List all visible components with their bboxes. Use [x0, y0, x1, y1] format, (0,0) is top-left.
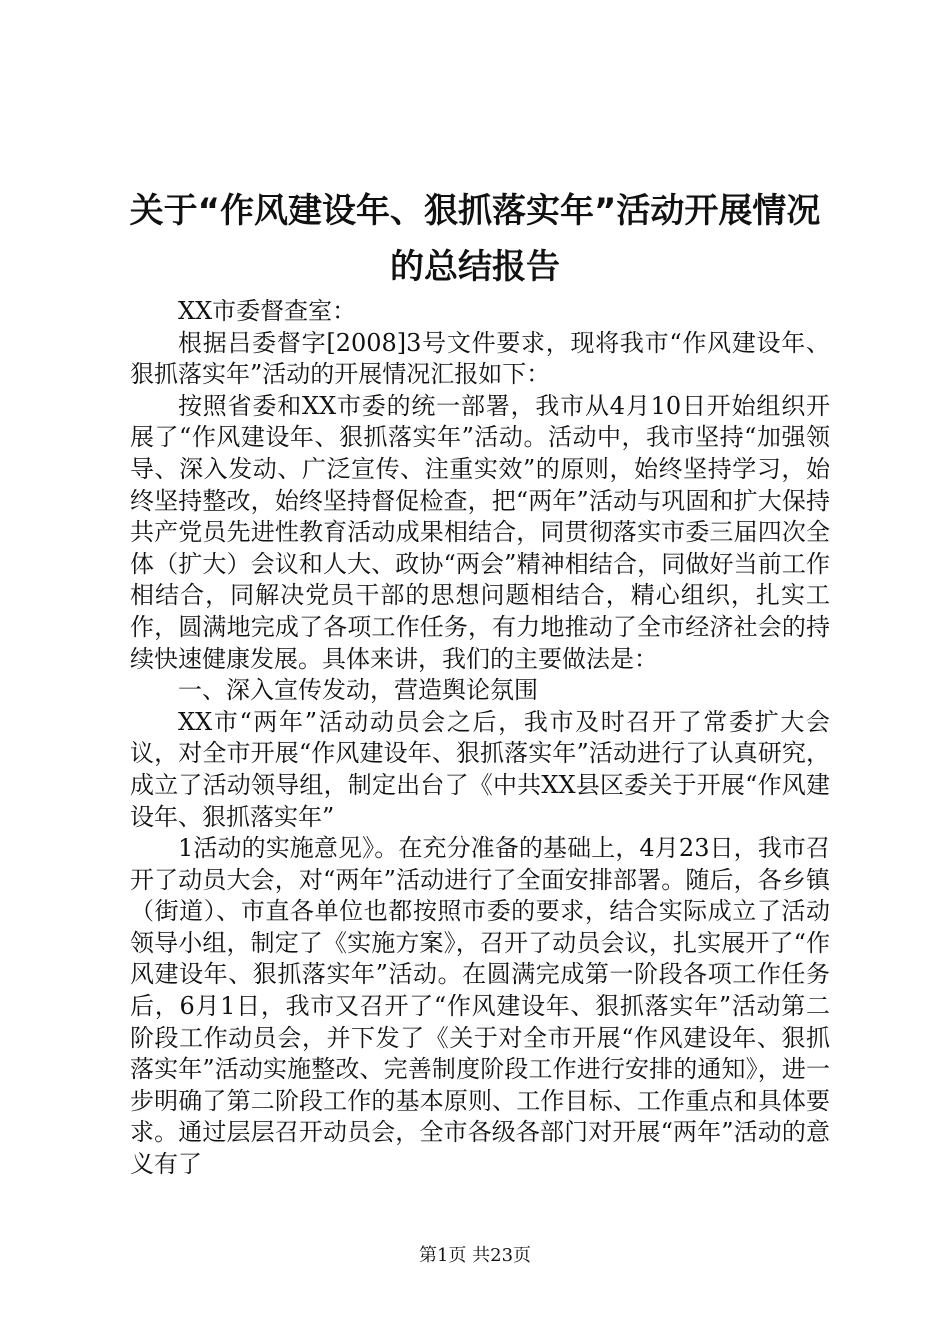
paragraph-meeting: XX市“两年”活动动员会之后，我市及时召开了常委扩大会议，对全市开展“作风建设年、狠抓落实年”活动进行了认真研究，成立了活动领导组，制定出台了《中共XX县区委关于开展“作风建设年、狠抓落实年” [130, 707, 830, 831]
salutation: XX市委督查室： [178, 297, 357, 325]
page-number: 第1页 共23页 [418, 1245, 532, 1266]
section-heading-1: 一、深入宣传发动，营造舆论氛围 [178, 676, 538, 705]
paragraph-implementation: 1活动的实施意见》。在充分准备的基础上，4月23日，我市召开了动员大会，对“两年”活动进行了全面安排部署。随后，各乡镇（街道）、市直各单位也都按照市委的要求，结合实际成立了活动领导小组，制定了《实施方案》，召开了动员会议，扎实展开了“作风建设年、狠抓落实年”活动。在圆满完成第一阶段各项工作任务后，6月1日，我市又召开了“作风建设年、狠抓落实年”活动第二阶段工作动员会，并下发了《关于对全市开展“作风建设年、狠抓落实年”活动实施整改、完善制度阶段工作进行安排的通知》，进一步明确了第二阶段工作的基本原则、工作目标、工作重点和具体要求。通过层层召开动员会，全市各级各部门对开展“两年”活动的意义有了 [130, 834, 830, 1179]
document-title: 关于“作风建设年、狠抓落实年”活动开展情况的总结报告 [129, 191, 821, 287]
document-body [130, 296, 830, 1181]
paragraph-intro: 根据吕委督字[2008]3号文件要求，现将我市“作风建设年、狠抓落实年”活动的开展情况汇报如下： [130, 328, 830, 389]
paragraph-overview: 按照省委和XX市委的统一部署，我市从4月10日开始组织开展了“作风建设年、狠抓落实年”活动。活动中，我市坚持“加强领导、深入发动、广泛宣传、注重实效”的原则，始终坚持学习，始终坚持整改，始终坚持督促检查，把“两年”活动与巩固和扩大保持共产党员先进性教育活动成果相结合，同贯彻落实市委三届四次全体（扩大）会议和人大、政协“两会”精神相结合，同做好当前工作相结合，同解决党员干部的思想问题相结合，精心组织，扎实工作，圆满地完成了各项工作任务，有力地推动了全市经济社会的持续快速健康发展。具体来讲，我们的主要做法是： [130, 391, 830, 673]
